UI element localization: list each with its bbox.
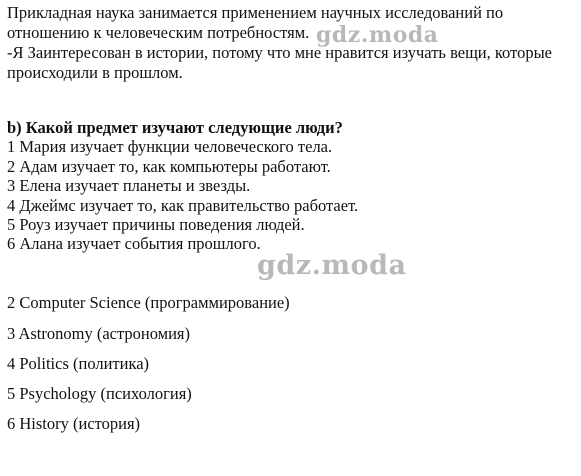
watermark-logo: gdz.moda [257,250,407,281]
intro-line-1: Прикладная наука занимается применением научных исследований по [7,3,504,22]
watermark-logo: gdz.moda [316,22,439,48]
question-item: 2 Адам изучает то, как компьютеры работают. [7,157,331,176]
section-b-heading: b) Какой предмет изучают следующие люди? [7,118,343,137]
question-item: 3 Елена изучает планеты и звезды. [7,176,251,195]
answer-item: 4 Politics (политика) [7,354,150,373]
intro-line-2: отношению к человеческим потребностям. [7,23,310,42]
question-item: 6 Алана изучает события прошлого. [7,234,261,253]
answer-item: 6 History (история) [7,414,141,433]
intro-line-3: -Я Заинтересован в истории, потому что мне нравится изучать вещи, которые [7,43,552,62]
question-item: 4 Джеймс изучает то, как правительство работает. [7,196,359,215]
question-item: 1 Мария изучает функции человеческого тела. [7,137,333,156]
intro-line-4: происходили в прошлом. [7,63,183,82]
question-item: 5 Роуз изучает причины поведения людей. [7,215,305,234]
answer-item: 2 Computer Science (программирование) [7,293,290,312]
answer-item: 5 Psychology (психология) [7,384,192,403]
answer-item: 3 Astronomy (астрономия) [7,324,191,343]
